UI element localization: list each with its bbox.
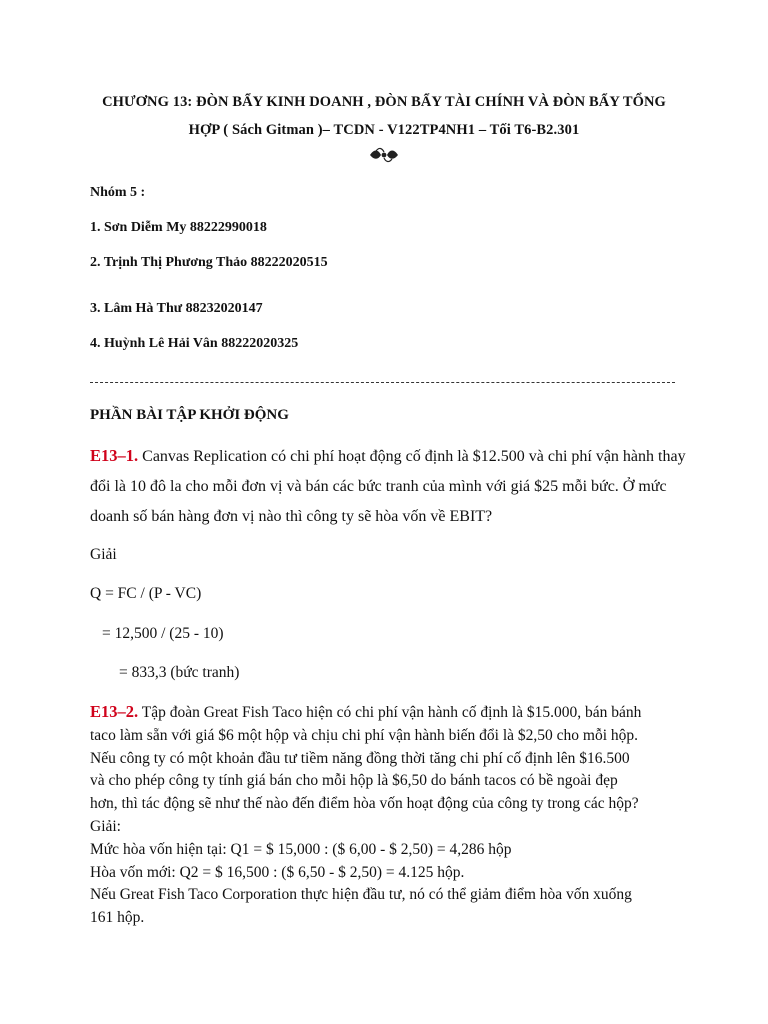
e13-1-step1: = 12,500 / (25 - 10) xyxy=(102,625,224,642)
group-member-3: 3. Lâm Hà Thư 88232020147 xyxy=(90,301,263,316)
e13-1-step2: = 833,3 (bức tranh) xyxy=(119,664,240,681)
e13-2-current-breakeven: Mức hòa vốn hiện tại: Q1 = $ 15,000 : ($ 6,00 - $ 2,50) = 4,286 hộp xyxy=(90,840,512,858)
dashed-divider xyxy=(90,382,675,383)
group-label: Nhóm 5 : xyxy=(90,185,146,200)
section-title: PHẦN BÀI TẬP KHỞI ĐỘNG xyxy=(90,407,289,423)
e13-1-question-text: Canvas Replication có chi phí hoạt động cố định là $12.500 và chi phí vận hành thay đổi là 10 đô la cho mỗi đơn vị và bán các bức tranh của mình với giá $25 mỗi bức. Ở mức doanh số bán hàng đơn vị nào thì công ty sẽ hòa vốn về EBIT? xyxy=(90,448,686,525)
group-member-1: 1. Sơn Diễm My 88222990018 xyxy=(90,220,267,235)
e13-1-formula: Q = FC / (P - VC) xyxy=(90,585,202,602)
e13-2-question-line: taco làm sẵn với giá $6 một hộp và chịu chi phí vận hành biến đổi là $2,50 cho mỗi hộp. xyxy=(90,726,639,744)
e13-2-code: E13–2. xyxy=(90,702,139,721)
group-member-2: 2. Trịnh Thị Phương Thảo 88222020515 xyxy=(90,255,328,270)
e13-2-question-line xyxy=(90,701,695,725)
e13-1-solution-label: Giải xyxy=(90,546,117,563)
chapter-title-line2: HỢP ( Sách Gitman )– TCDN - V122TP4NH1 – Tối T6-B2.301 xyxy=(188,122,580,138)
e13-2-conclusion-line: 161 hộp. xyxy=(90,909,145,927)
chapter-title-line1: CHƯƠNG 13: ĐÒN BẨY KINH DOANH , ĐÒN BẨY TÀI CHÍNH VÀ ĐÒN BẨY TỔNG xyxy=(102,94,666,110)
e13-1-question xyxy=(90,441,690,532)
ornament-divider-icon xyxy=(368,146,400,164)
e13-2-question-line: Nếu công ty có một khoản đầu tư tiềm năng đồng thời tăng chi phí cố định lên $16.500 xyxy=(90,749,630,767)
e13-2-question-text: Tập đoàn Great Fish Taco hiện có chi phí vận hành cố định là $15.000, bán bánh xyxy=(138,704,642,721)
e13-2-solution-label: Giải: xyxy=(90,817,121,835)
e13-2-question-line: và cho phép công ty tính giá bán cho mỗi hộp là $6,50 do bánh tacos có bề ngoài đẹp xyxy=(90,772,618,790)
e13-2-block xyxy=(90,701,695,930)
e13-1-code: E13–1. xyxy=(90,446,139,465)
group-member-4: 4. Huỳnh Lê Hải Vân 88222020325 xyxy=(90,336,299,351)
e13-2-question-line: hơn, thì tác động sẽ như thế nào đến điểm hòa vốn hoạt động của công ty trong các hộp? xyxy=(90,795,639,813)
e13-2-conclusion-line: Nếu Great Fish Taco Corporation thực hiện đầu tư, nó có thể giảm điểm hòa vốn xuống xyxy=(90,886,632,904)
e13-2-new-breakeven: Hòa vốn mới: Q2 = $ 16,500 : ($ 6,50 - $ 2,50) = 4.125 hộp. xyxy=(90,863,465,881)
